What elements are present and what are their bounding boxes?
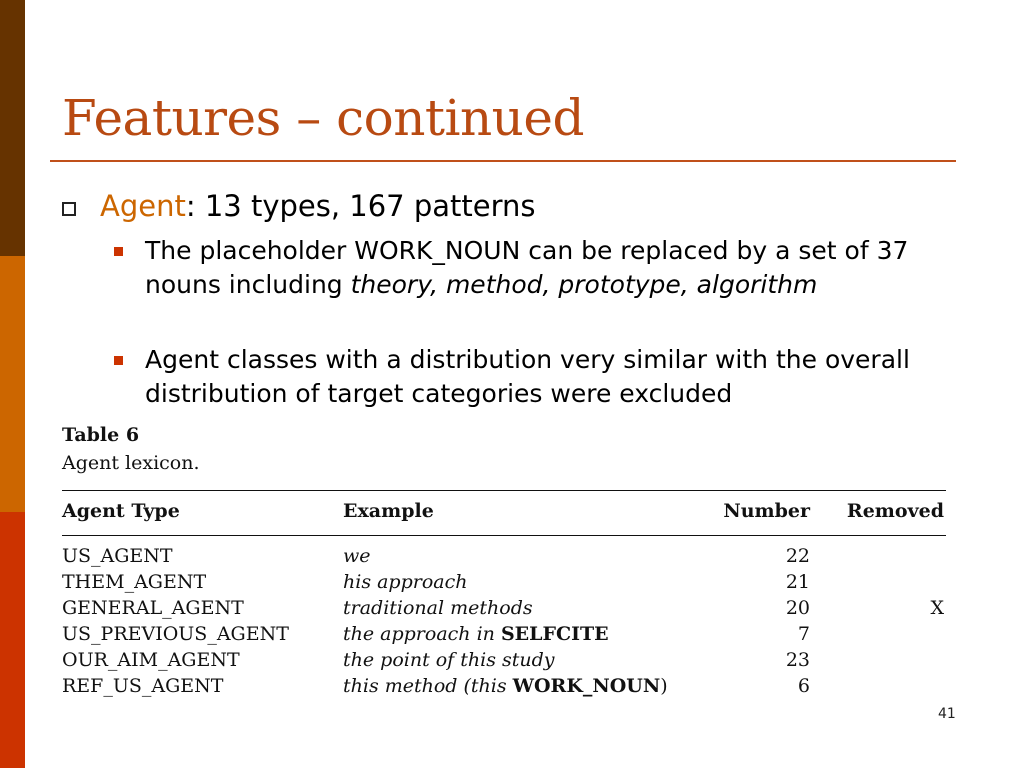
cell-agent-type: THEM_AGENT xyxy=(62,571,207,593)
sidebar-band-top xyxy=(0,0,25,256)
sidebar-band-bottom xyxy=(0,512,25,768)
square-bullet-icon xyxy=(114,247,123,256)
table-row xyxy=(62,597,946,623)
sub-bullet-placeholder-text xyxy=(145,234,945,302)
cell-agent-type: GENERAL_AGENT xyxy=(62,597,244,619)
example-text: the approach in xyxy=(343,623,501,645)
example-text: traditional methods xyxy=(343,597,533,619)
header-removed: Removed xyxy=(846,500,944,522)
cell-number: 20 xyxy=(785,597,810,619)
cell-number: 6 xyxy=(797,675,810,697)
cell-removed: X xyxy=(930,597,944,619)
square-bullet-icon xyxy=(114,356,123,365)
cell-agent-type: REF_US_AGENT xyxy=(62,675,224,697)
cell-agent-type: US_PREVIOUS_AGENT xyxy=(62,623,289,645)
page-number: 41 xyxy=(938,706,956,722)
cell-example xyxy=(343,675,668,697)
table-row xyxy=(62,545,946,571)
bullet-detail: : 13 types, 167 patterns xyxy=(185,189,536,223)
cell-agent-type: US_AGENT xyxy=(62,545,173,567)
bullet-keyword: Agent xyxy=(100,189,186,223)
table-row xyxy=(62,649,946,675)
cell-example xyxy=(343,623,609,645)
cell-example xyxy=(343,649,555,671)
header-agent-type: Agent Type xyxy=(62,500,180,522)
table-row xyxy=(62,571,946,597)
example-text: we xyxy=(343,545,371,567)
cell-number: 21 xyxy=(785,571,810,593)
table-row xyxy=(62,623,946,649)
cell-example xyxy=(343,545,371,567)
header-number: Number xyxy=(723,500,810,522)
table-label: Table 6 xyxy=(62,424,140,446)
example-text: his approach xyxy=(343,571,468,593)
bullet-agent-text xyxy=(100,186,536,226)
cell-agent-type: OUR_AIM_AGENT xyxy=(62,649,240,671)
title-divider xyxy=(50,160,956,162)
table-caption: Agent lexicon. xyxy=(62,452,200,474)
sub-bullet-italic-examples: theory, method, prototype, algorithm xyxy=(350,270,818,299)
example-text: this method (this xyxy=(343,675,513,697)
sidebar-band-middle xyxy=(0,256,25,512)
hollow-square-bullet-icon xyxy=(62,202,76,216)
table-header-rule xyxy=(62,535,946,536)
sidebar-decoration xyxy=(0,0,25,768)
example-bold: WORK_NOUN xyxy=(512,675,661,697)
cell-example xyxy=(343,597,533,619)
sub-bullet-excluded-text: Agent classes with a distribution very similar with the overall distribution of target categories were excluded xyxy=(145,345,910,408)
cell-number: 7 xyxy=(797,623,810,645)
table-row xyxy=(62,675,946,701)
example-end: ) xyxy=(660,675,668,697)
example-text: the point of this study xyxy=(343,649,555,671)
slide-title: Features – continued xyxy=(62,89,584,147)
cell-example xyxy=(343,571,467,593)
cell-number: 22 xyxy=(785,545,810,567)
cell-number: 23 xyxy=(785,649,810,671)
table-top-rule xyxy=(62,490,946,491)
header-example: Example xyxy=(343,500,434,522)
sub-bullet-text: The placeholder WORK_NOUN can be replaced by a set of 37 nouns including xyxy=(145,236,909,299)
example-bold: SELFCITE xyxy=(500,623,609,645)
